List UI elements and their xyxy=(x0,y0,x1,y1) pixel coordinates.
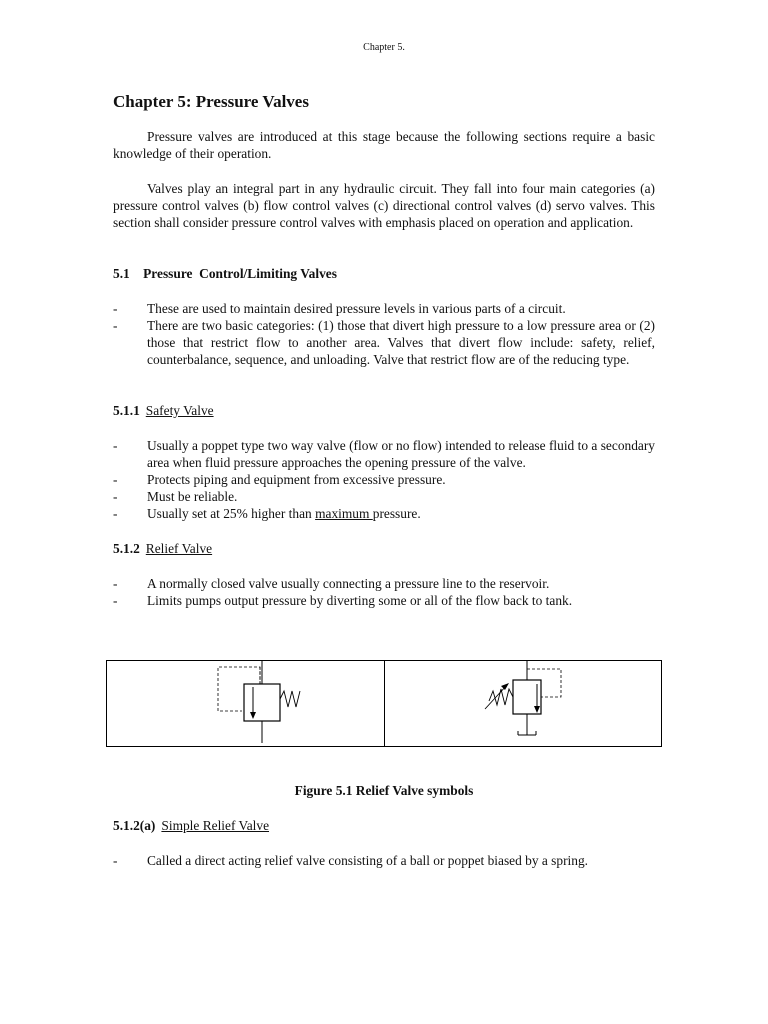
list-item: - Usually set at 25% higher than maximum pressure. xyxy=(113,506,421,521)
bullet-dash: - xyxy=(113,489,118,504)
adjustable-relief-valve-symbol xyxy=(385,661,662,747)
section-5-1-1-bullets xyxy=(113,437,655,522)
section-5-1-2a-bullets xyxy=(113,852,655,869)
bullet-dash: - xyxy=(113,318,118,333)
list-item: - Usually a poppet type two way valve (flow or no flow) intended to release fluid to a secondary area when fluid pressure approaches the opening pressure of the valve. xyxy=(113,438,655,470)
list-item: - A normally closed valve usually connecting a pressure line to the reservoir. xyxy=(113,576,550,591)
bullet-dash: - xyxy=(113,472,118,487)
bullet-dash: - xyxy=(113,576,118,591)
figure-caption: Figure 5.1 Relief Valve symbols xyxy=(294,783,474,798)
intro-paragraph-1: Pressure valves are introduced at this stage because the following sections require a basic knowledge of their operation. xyxy=(113,129,655,161)
list-item: - There are two basic categories: (1) those that divert high pressure to a low pressure area or (2) those that restrict flow to another area. Valves that divert flow include: safety, relief, counterbalance, sequence, and unloading. Valve that restrict flow are of the reducing type. xyxy=(113,318,655,367)
section-5-1-heading: 5.1 Pressure Control/Limiting Valves xyxy=(113,266,337,281)
bullet-dash: - xyxy=(113,853,118,868)
list-item: - Limits pumps output pressure by diverting some or all of the flow back to tank. xyxy=(113,593,573,608)
list-item: - Must be reliable. xyxy=(113,489,238,504)
list-item: - Protects piping and equipment from excessive pressure. xyxy=(113,472,446,487)
bullet-dash: - xyxy=(113,593,118,608)
page-header: Chapter 5. xyxy=(363,42,405,53)
figure-5-1-box xyxy=(106,660,662,747)
section-5-1-2-heading: 5.1.2 Relief Valve xyxy=(113,541,213,556)
list-item: - Called a direct acting relief valve consisting of a ball or poppet biased by a spring. xyxy=(113,853,589,868)
bullet-dash: - xyxy=(113,438,118,453)
relief-valve-symbol xyxy=(107,661,384,747)
section-5-1-2-bullets xyxy=(113,575,655,609)
section-5-1-bullets xyxy=(113,300,655,368)
section-5-1-2a-heading: 5.1.2(a) Simple Relief Valve xyxy=(113,818,270,833)
intro-paragraph-2: Valves play an integral part in any hydraulic circuit. They fall into four main categories (a) pressure control valves (b) flow control valves (c) directional control valves (d) servo valves. This section shall consider pressure control valves with emphasis placed on operation and application. xyxy=(113,181,655,230)
list-item: - These are used to maintain desired pressure levels in various parts of a circuit. xyxy=(113,301,566,316)
bullet-dash: - xyxy=(113,301,118,316)
bullet-dash: - xyxy=(113,506,118,521)
section-5-1-1-heading: 5.1.1 Safety Valve xyxy=(113,403,214,418)
emphasized-word: maximum xyxy=(315,506,373,521)
chapter-title: Chapter 5: Pressure Valves xyxy=(113,92,309,111)
